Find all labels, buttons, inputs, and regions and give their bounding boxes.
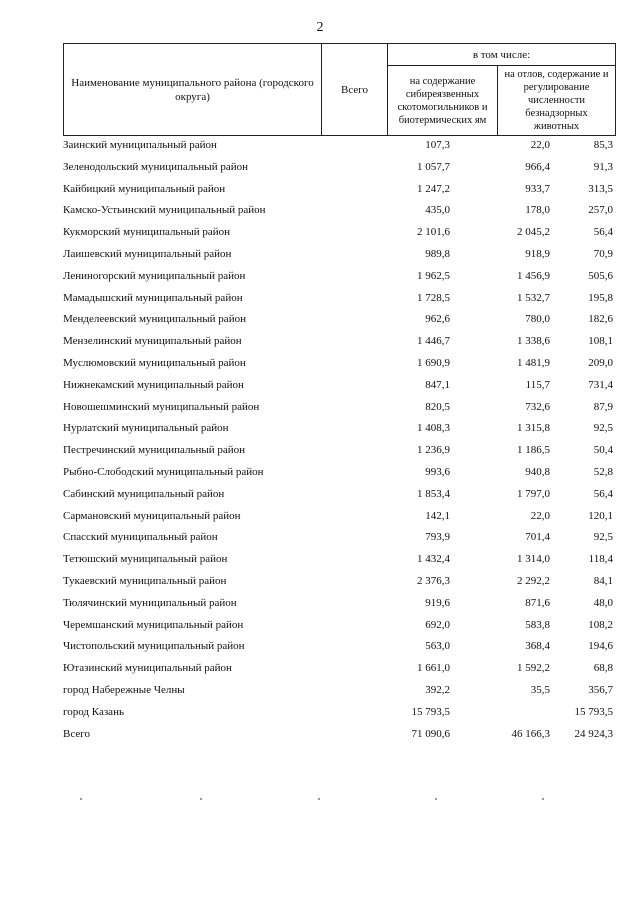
row-total-cell: 989,8	[425, 248, 450, 260]
row-stray-animals-cell: 50,4	[593, 444, 613, 457]
row-cattle-burial-cell: 583,8	[525, 618, 550, 631]
row-total-cell: 563,0	[425, 640, 450, 653]
row-stray-animals-cell: 209,0	[588, 357, 613, 369]
row-total-cell: 820,5	[425, 400, 450, 413]
header-name-column: Наименование муниципального района (городского округа)	[63, 43, 322, 136]
row-cattle-burial-cell: 46 166,3	[511, 727, 550, 740]
row-name-cell: город Набережные Челны	[63, 684, 185, 696]
table-row	[63, 593, 616, 615]
table-row	[63, 222, 616, 244]
row-cattle-burial-cell: 1 314,0	[517, 553, 550, 566]
row-cattle-burial-cell: 701,4	[525, 531, 550, 544]
table-row	[63, 266, 616, 288]
row-name-cell: Тюлячинский муниципальный район	[63, 596, 237, 609]
row-name-cell: Пестречинский муниципальный район	[63, 444, 246, 457]
table-row	[63, 309, 616, 331]
row-stray-animals-cell: 87,9	[593, 400, 613, 413]
row-name-cell: Лениногорский муниципальный район	[63, 269, 246, 282]
row-name-cell: Рыбно-Слободский муниципальный район	[63, 466, 264, 478]
table-row	[63, 549, 616, 571]
row-name-cell: Сармановский муниципальный район	[63, 509, 241, 522]
row-cattle-burial-cell: 1 338,6	[517, 335, 550, 348]
row-stray-animals-cell: 108,1	[588, 335, 613, 348]
row-total-cell: 2 376,3	[417, 575, 450, 587]
header-stray-animals-column: на отлов, содержание и регулирование численности безнадзорных животных	[497, 65, 616, 136]
row-name-cell: Камско-Устьинский муниципальный район	[63, 204, 266, 217]
row-name-cell: Муслюмовский муниципальный район	[63, 357, 246, 369]
row-cattle-burial-cell: 933,7	[525, 182, 550, 195]
row-name-cell: Лаишевский муниципальный район	[63, 248, 232, 260]
table-row	[63, 418, 616, 440]
row-total-cell: 142,1	[425, 509, 450, 522]
table-row	[63, 636, 616, 658]
row-cattle-burial-cell: 1 481,9	[517, 357, 550, 369]
row-stray-animals-cell: 24 924,3	[574, 727, 613, 740]
row-total-cell: 1 661,0	[417, 662, 450, 675]
row-cattle-burial-cell: 2 292,2	[517, 575, 550, 587]
row-stray-animals-cell: 56,4	[593, 487, 613, 500]
row-total-cell: 1 853,4	[417, 487, 450, 500]
table-row	[63, 462, 616, 484]
row-total-cell: 1 728,5	[417, 291, 450, 304]
row-total-cell: 993,6	[425, 466, 450, 478]
row-name-cell: Заинский муниципальный район	[63, 139, 217, 151]
row-total-cell: 1 057,7	[417, 160, 450, 173]
row-cattle-burial-cell: 1 186,5	[517, 444, 550, 457]
row-total-cell: 847,1	[425, 378, 450, 391]
table-row	[63, 157, 616, 179]
table-row	[63, 440, 616, 462]
row-stray-animals-cell: 313,5	[588, 182, 613, 195]
row-stray-animals-cell: 70,9	[593, 248, 613, 260]
row-total-cell: 2 101,6	[417, 226, 450, 239]
row-total-cell: 692,0	[425, 618, 450, 631]
row-cattle-burial-cell: 22,0	[530, 139, 550, 151]
row-name-cell: Всего	[63, 727, 90, 740]
table-row	[63, 397, 616, 419]
row-name-cell: Новошешминский муниципальный район	[63, 400, 260, 413]
row-cattle-burial-cell: 115,7	[525, 378, 550, 391]
table-row	[63, 200, 616, 222]
row-cattle-burial-cell: 22,0	[530, 509, 550, 522]
row-total-cell: 107,3	[425, 139, 450, 151]
row-total-cell: 1 432,4	[417, 553, 450, 566]
row-cattle-burial-cell: 1 456,9	[517, 269, 550, 282]
row-stray-animals-cell: 356,7	[588, 684, 613, 696]
row-stray-animals-cell: 52,8	[593, 466, 613, 478]
table-row	[63, 615, 616, 637]
row-cattle-burial-cell: 966,4	[525, 160, 550, 173]
table-row	[63, 331, 616, 353]
scan-specks	[80, 798, 560, 808]
row-total-cell: 962,6	[425, 313, 450, 326]
row-stray-animals-cell: 92,5	[593, 422, 613, 435]
row-cattle-burial-cell: 1 797,0	[517, 487, 550, 500]
row-cattle-burial-cell: 35,5	[530, 684, 550, 696]
row-name-cell: Кукморский муниципальный район	[63, 226, 231, 239]
row-stray-animals-cell: 194,6	[588, 640, 613, 653]
table-row	[63, 658, 616, 680]
row-stray-animals-cell: 120,1	[588, 509, 613, 522]
row-cattle-burial-cell: 1 315,8	[517, 422, 550, 435]
row-name-cell: Тукаевский муниципальный район	[63, 575, 227, 587]
row-stray-animals-cell: 505,6	[588, 269, 613, 282]
row-stray-animals-cell: 48,0	[593, 596, 613, 609]
row-total-cell: 1 446,7	[417, 335, 450, 348]
row-cattle-burial-cell: 368,4	[525, 640, 550, 653]
row-name-cell: Мензелинский муниципальный район	[63, 335, 242, 348]
table-row	[63, 179, 616, 201]
row-name-cell: Кайбицкий муниципальный район	[63, 182, 226, 195]
table-row	[63, 484, 616, 506]
row-stray-animals-cell: 108,2	[588, 618, 613, 631]
row-cattle-burial-cell: 871,6	[525, 596, 550, 609]
speck	[200, 798, 202, 800]
row-total-cell: 1 236,9	[417, 444, 450, 457]
row-stray-animals-cell: 257,0	[588, 204, 613, 217]
row-stray-animals-cell: 92,5	[593, 531, 613, 544]
table-row	[63, 702, 616, 724]
row-name-cell: Спасский муниципальный район	[63, 531, 218, 544]
row-cattle-burial-cell: 178,0	[525, 204, 550, 217]
row-total-cell: 1 690,9	[417, 357, 450, 369]
row-name-cell: город Казань	[63, 705, 124, 718]
speck	[80, 798, 82, 800]
row-stray-animals-cell: 182,6	[588, 313, 613, 326]
header-including: в том числе:	[387, 43, 616, 66]
table-row	[63, 506, 616, 528]
table-row	[63, 244, 616, 266]
speck	[435, 798, 437, 800]
row-stray-animals-cell: 68,8	[593, 662, 613, 675]
row-total-cell: 392,2	[425, 684, 450, 696]
speck	[542, 798, 544, 800]
row-stray-animals-cell: 56,4	[593, 226, 613, 239]
table-row	[63, 724, 616, 746]
row-stray-animals-cell: 731,4	[588, 378, 613, 391]
row-total-cell: 71 090,6	[411, 727, 450, 740]
row-total-cell: 1 247,2	[417, 182, 450, 195]
row-cattle-burial-cell: 940,8	[525, 466, 550, 478]
row-name-cell: Нурлатский муниципальный район	[63, 422, 229, 435]
row-stray-animals-cell: 84,1	[593, 575, 613, 587]
row-name-cell: Тетюшский муниципальный район	[63, 553, 228, 566]
row-name-cell: Менделеевский муниципальный район	[63, 313, 246, 326]
row-cattle-burial-cell: 732,6	[525, 400, 550, 413]
speck	[318, 798, 320, 800]
row-stray-animals-cell: 85,3	[593, 139, 613, 151]
row-total-cell: 15 793,5	[411, 705, 450, 718]
header-total-column: Всего	[321, 43, 388, 136]
row-name-cell: Черемшанский муниципальный район	[63, 618, 244, 631]
table-row	[63, 375, 616, 397]
row-stray-animals-cell: 195,8	[588, 291, 613, 304]
row-total-cell: 435,0	[425, 204, 450, 217]
row-stray-animals-cell: 15 793,5	[574, 705, 613, 718]
row-total-cell: 793,9	[425, 531, 450, 544]
row-stray-animals-cell: 118,4	[588, 553, 613, 566]
row-name-cell: Сабинский муниципальный район	[63, 487, 225, 500]
row-total-cell: 919,6	[425, 596, 450, 609]
table-row	[63, 288, 616, 310]
row-cattle-burial-cell: 1 532,7	[517, 291, 550, 304]
row-name-cell: Нижнекамский муниципальный район	[63, 378, 244, 391]
table-row	[63, 135, 616, 157]
row-name-cell: Мамадышский муниципальный район	[63, 291, 243, 304]
row-cattle-burial-cell: 1 592,2	[517, 662, 550, 675]
row-name-cell: Чистопольский муниципальный район	[63, 640, 245, 653]
table-row	[63, 527, 616, 549]
row-total-cell: 1 962,5	[417, 269, 450, 282]
table-row	[63, 680, 616, 702]
row-name-cell: Зеленодольский муниципальный район	[63, 160, 248, 173]
row-cattle-burial-cell: 918,9	[525, 248, 550, 260]
page-number: 2	[316, 20, 324, 35]
row-cattle-burial-cell: 780,0	[525, 313, 550, 326]
row-cattle-burial-cell: 2 045,2	[517, 226, 550, 239]
table-row	[63, 353, 616, 375]
table-row	[63, 571, 616, 593]
row-stray-animals-cell: 91,3	[593, 160, 613, 173]
row-name-cell: Ютазинский муниципальный район	[63, 662, 232, 675]
row-total-cell: 1 408,3	[417, 422, 450, 435]
header-cattle-burial-column: на содержание сибиреязвенных скотомогильников и биотермических ям	[387, 65, 498, 136]
